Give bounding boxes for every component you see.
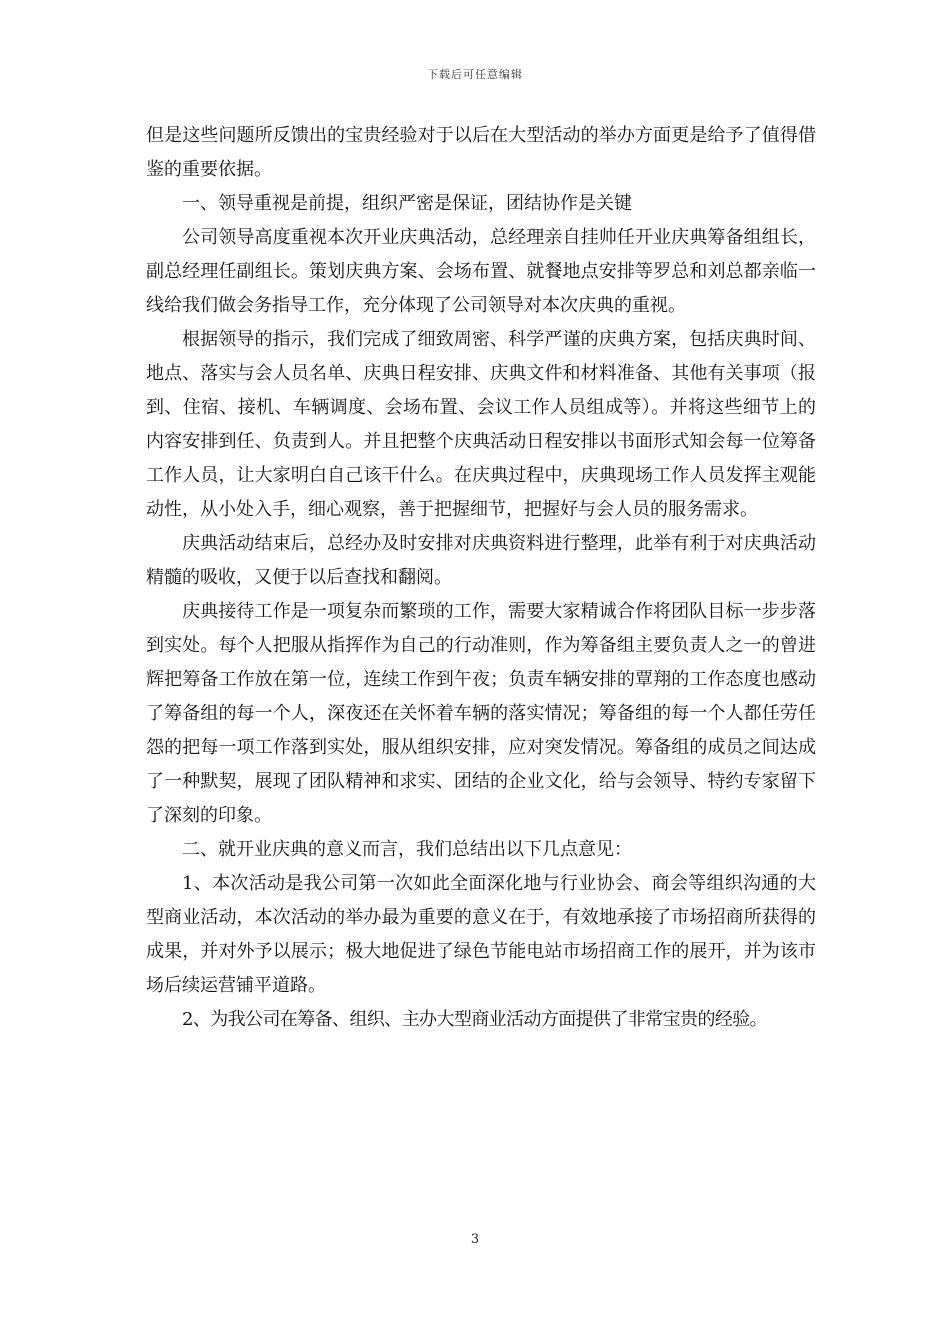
paragraph: 公司领导高度重视本次开业庆典活动，总经理亲自挂帅任开业庆典筹备组组长，副总经理任副组长。策划庆典方案、会场布置、就餐地点安排等罗总和刘总都亲临一线给我们做会务指导工作，充分体现了公司领导对本次庆典的重视。 — [146, 227, 816, 316]
paragraph: 根据领导的指示，我们完成了细致周密、科学严谨的庆典方案，包括庆典时间、地点、落实与会人员名单、庆典日程安排、庆典文件和材料准备、其他有关事项（报到、住宿、接机、车辆调度、会场布置、会议工作人员组成等）。并将这些细节上的内容安排到任、负责到人。并且把整个庆典活动日程安排以书面形式知会每一位筹备工作人员，让大家明白自己该干什么。在庆典过程中，庆典现场工作人员发挥主观能动性，从小处入手，细心观察，善于把握细节，把握好与会人员的服务需求。 — [146, 329, 816, 520]
list-item: 1、本次活动是我公司第一次如此全面深化地与行业协会、商会等组织沟通的大型商业活动，本次活动的举办最为重要的意义在于，有效地承接了市场招商所获得的成果，并对外予以展示；极大地促进了绿色节能电站市场招商工作的展开，并为该市场后续运营铺平道路。 — [146, 873, 816, 996]
paragraph: 庆典活动结束后，总经办及时安排对庆典资料进行整理，此举有利于对庆典活动精髓的吸收，又便于以后查找和翻阅。 — [146, 533, 816, 588]
paragraph: 但是这些问题所反馈出的宝贵经验对于以后在大型活动的举办方面更是给予了值得借鉴的重要依据。 — [146, 125, 816, 180]
page-header: 下载后可任意编辑 — [427, 68, 523, 81]
section-heading-1: 一、领导重视是前提，组织严密是保证，团结协作是关键 — [182, 193, 632, 214]
page-number: 3 — [470, 1232, 480, 1247]
section-heading-2: 二、就开业庆典的意义而言，我们总结出以下几点意见： — [182, 839, 632, 860]
list-item: 2、为我公司在筹备、组织、主办大型商业活动方面提供了非常宝贵的经验。 — [182, 1009, 768, 1030]
document-body — [146, 119, 816, 1037]
paragraph: 庆典接待工作是一项复杂而繁琐的工作，需要大家精诚合作将团队目标一步步落到实处。每个人把服从指挥作为自己的行动准则，作为筹备组主要负责人之一的曾进辉把筹备工作放在第一位，连续工作到午夜；负责车辆安排的覃翔的工作态度也感动了筹备组的每一个人，深夜还在关怀着车辆的落实情况；筹备组的每一个人都任劳任怨的把每一项工作落到实处，服从组织安排，应对突发情况。筹备组的成员之间达成了一种默契，展现了团队精神和求实、团结的企业文化，给与会领导、特约专家留下了深刻的印象。 — [146, 601, 816, 826]
